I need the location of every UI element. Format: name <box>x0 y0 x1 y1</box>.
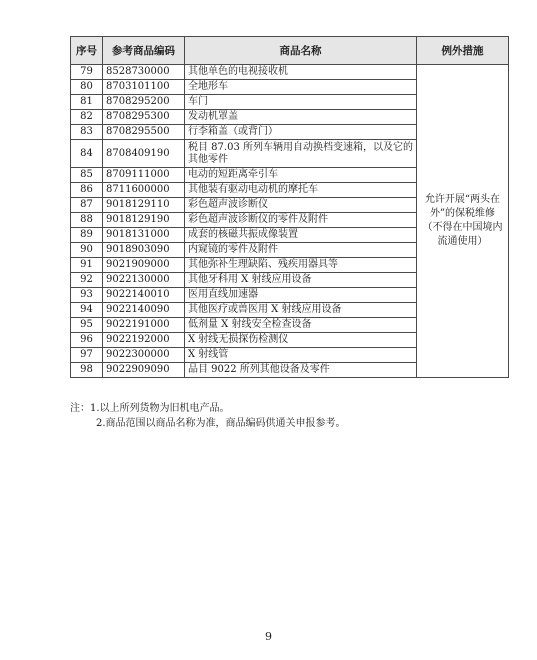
row-index: 94 <box>71 303 103 318</box>
table-row <box>71 65 509 80</box>
row-code: 9022140090 <box>103 303 185 318</box>
row-name: 发动机罩盖 <box>185 110 417 125</box>
row-name: 医用直线加速器 <box>185 288 417 303</box>
row-index: 80 <box>71 80 103 95</box>
goods-table <box>70 36 509 378</box>
row-code: 9022140010 <box>103 288 185 303</box>
row-index: 96 <box>71 333 103 348</box>
row-name: 全地形车 <box>185 80 417 95</box>
note-line-2 <box>70 416 510 431</box>
table-notes <box>70 401 510 431</box>
row-name: 税目 87.03 所列车辆用自动换档变速箱，以及它的其他零件 <box>185 140 417 168</box>
row-index: 79 <box>71 65 103 80</box>
header-code: 参考商品编码 <box>103 37 185 65</box>
row-name: 彩色超声波诊断仪 <box>185 198 417 213</box>
row-index: 88 <box>71 213 103 228</box>
row-name: 彩色超声波诊断仪的零件及附件 <box>185 213 417 228</box>
row-name: 品目 9022 所列其他设备及零件 <box>185 363 417 378</box>
row-code: 8703101100 <box>103 80 185 95</box>
row-name: 车门 <box>185 95 417 110</box>
row-name: 电动的短距离牵引车 <box>185 168 417 183</box>
row-index: 93 <box>71 288 103 303</box>
row-index: 84 <box>71 140 103 168</box>
row-name: 内窥镜的零件及附件 <box>185 243 417 258</box>
table-header-row <box>71 37 509 65</box>
row-name: 行李箱盖（或背门） <box>185 125 417 140</box>
row-code: 9022909090 <box>103 363 185 378</box>
row-index: 91 <box>71 258 103 273</box>
row-code: 8708295300 <box>103 110 185 125</box>
row-index: 97 <box>71 348 103 363</box>
row-code: 9018129110 <box>103 198 185 213</box>
row-index: 92 <box>71 273 103 288</box>
row-index: 82 <box>71 110 103 125</box>
row-index: 89 <box>71 228 103 243</box>
page-number: 9 <box>265 630 272 643</box>
row-code: 9021909000 <box>103 258 185 273</box>
row-name: 其他单色的电视接收机 <box>185 65 417 80</box>
row-index: 86 <box>71 183 103 198</box>
header-name: 商品名称 <box>185 37 417 65</box>
row-code: 9022192000 <box>103 333 185 348</box>
row-code: 8709111000 <box>103 168 185 183</box>
row-code: 8528730000 <box>103 65 185 80</box>
row-code: 9022191000 <box>103 318 185 333</box>
row-code: 9018903090 <box>103 243 185 258</box>
header-index: 序号 <box>71 37 103 65</box>
row-code: 8711600000 <box>103 183 185 198</box>
note-prefix: 注： <box>70 403 90 414</box>
row-name: X 射线无损探伤检测仪 <box>185 333 417 348</box>
row-index: 85 <box>71 168 103 183</box>
row-index: 81 <box>71 95 103 110</box>
header-exception: 例外措施 <box>417 37 509 65</box>
row-code: 8708409190 <box>103 140 185 168</box>
row-name: 其他弥补生理缺陷、残疾用器具等 <box>185 258 417 273</box>
row-index: 90 <box>71 243 103 258</box>
row-index: 83 <box>71 125 103 140</box>
note-line-1 <box>70 401 510 416</box>
row-index: 95 <box>71 318 103 333</box>
row-code: 9022300000 <box>103 348 185 363</box>
row-name: 其他牙科用 X 射线应用设备 <box>185 273 417 288</box>
row-code: 8708295200 <box>103 95 185 110</box>
row-name: 低剂量 X 射线安全检查设备 <box>185 318 417 333</box>
row-name: 其他装有驱动电动机的摩托车 <box>185 183 417 198</box>
exception-measure: 允许开展“两头在外”的保税维修（不得在中国境内流通使用） <box>417 65 509 378</box>
row-index: 98 <box>71 363 103 378</box>
note-text-1: 1.以上所列货物为旧机电产品。 <box>90 403 230 414</box>
note-text-2: 2.商品范围以商品名称为准，商品编码供通关申报参考。 <box>96 418 346 429</box>
row-code: 9018129190 <box>103 213 185 228</box>
row-name: 其他医疗或兽医用 X 射线应用设备 <box>185 303 417 318</box>
row-index: 87 <box>71 198 103 213</box>
row-name: X 射线管 <box>185 348 417 363</box>
row-name: 成套的核磁共振成像装置 <box>185 228 417 243</box>
row-code: 9018131000 <box>103 228 185 243</box>
row-code: 9022130000 <box>103 273 185 288</box>
row-code: 8708295500 <box>103 125 185 140</box>
